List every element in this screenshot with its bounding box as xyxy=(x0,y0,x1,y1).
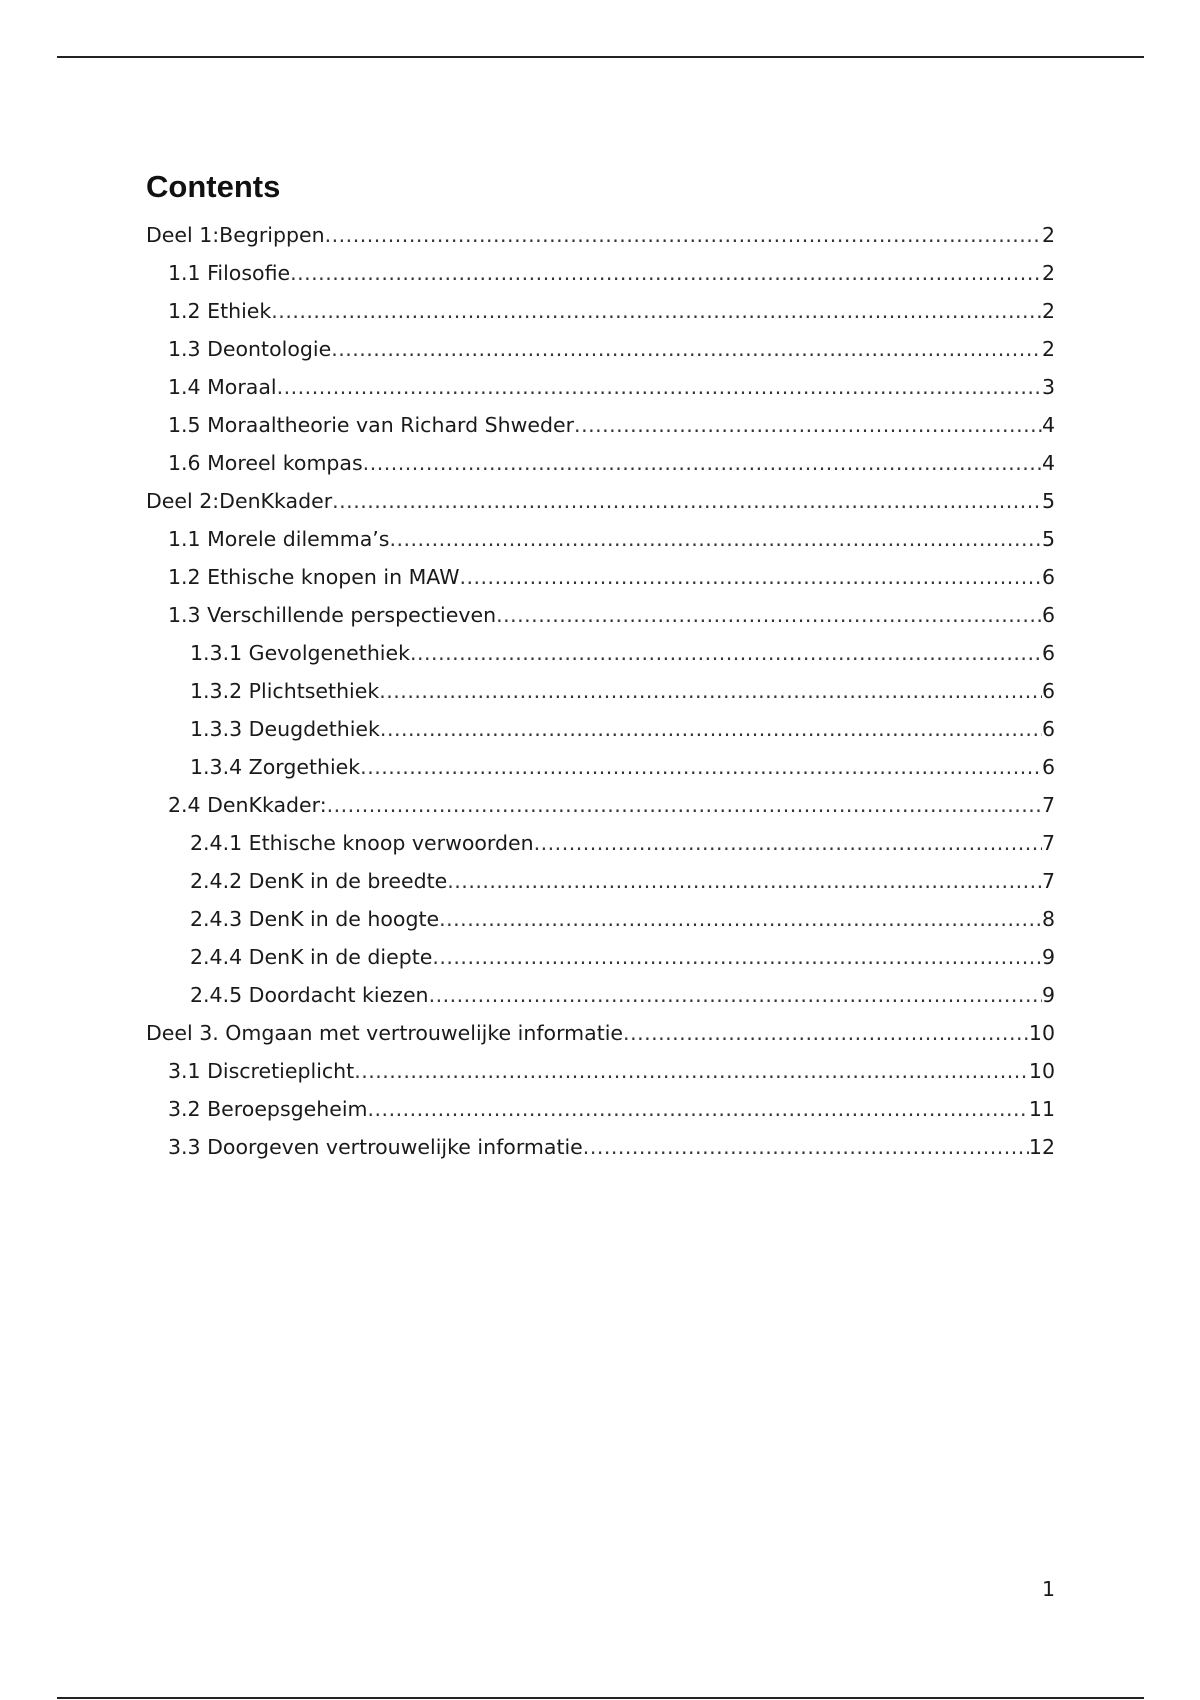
toc-entry-page-number: 6 xyxy=(1041,679,1055,703)
toc-entry[interactable] xyxy=(146,1052,1055,1090)
toc-entry-page-number: 12 xyxy=(1028,1135,1055,1159)
toc-entry[interactable] xyxy=(146,520,1055,558)
toc-dot-leader xyxy=(354,1052,1029,1090)
toc-entry-page-number: 11 xyxy=(1028,1097,1055,1121)
toc-dot-leader xyxy=(574,406,1042,444)
toc-entry-page-number: 2 xyxy=(1041,261,1055,285)
toc-dot-leader xyxy=(459,558,1041,596)
toc-entry[interactable] xyxy=(146,824,1055,862)
toc-entry[interactable] xyxy=(146,330,1055,368)
toc-entry-page-number: 6 xyxy=(1041,641,1055,665)
toc-entry-page-number: 5 xyxy=(1041,489,1055,513)
toc-entry-label: 1.2 Ethiek xyxy=(168,299,272,323)
toc-entry-label: 1.3.4 Zorgethiek xyxy=(190,755,361,779)
toc-entry-page-number: 9 xyxy=(1041,945,1055,969)
toc-entry[interactable] xyxy=(146,938,1055,976)
toc-entry-page-number: 2 xyxy=(1041,337,1055,361)
toc-entry-label: 1.3 Deontologie xyxy=(168,337,332,361)
toc-entry[interactable] xyxy=(146,1090,1055,1128)
toc-entry[interactable] xyxy=(146,862,1055,900)
toc-entry-page-number: 2 xyxy=(1041,299,1055,323)
toc-entry-label: Deel 1:Begrippen xyxy=(146,223,325,247)
toc-dot-leader xyxy=(380,710,1042,748)
toc-entry-page-number: 9 xyxy=(1041,983,1055,1007)
toc-title: Contents xyxy=(146,169,281,204)
toc-entry-label: 2.4.4 DenK in de diepte xyxy=(190,945,433,969)
toc-entry-label: 2.4.2 DenK in de breedte xyxy=(190,869,448,893)
toc-entry-label: 1.3.3 Deugdethiek xyxy=(190,717,380,741)
toc-dot-leader xyxy=(447,862,1042,900)
toc-dot-leader xyxy=(325,216,1042,254)
toc-dot-leader xyxy=(583,1128,1029,1166)
toc-entry-page-number: 7 xyxy=(1041,831,1055,855)
toc-dot-leader xyxy=(439,900,1042,938)
toc-dot-leader xyxy=(379,672,1042,710)
toc-entry-label: Deel 2:DenKkader xyxy=(146,489,333,513)
toc-entry-page-number: 5 xyxy=(1041,527,1055,551)
toc-entry-page-number: 4 xyxy=(1041,451,1055,475)
toc-entry[interactable] xyxy=(146,482,1055,520)
toc-entry-label: 2.4.1 Ethische knoop verwoorden xyxy=(190,831,534,855)
toc-entry-label: 3.3 Doorgeven vertrouwelijke informatie xyxy=(168,1135,583,1159)
toc-dot-leader xyxy=(429,976,1042,1014)
toc-entry-label: 1.4 Moraal xyxy=(168,375,277,399)
toc-list xyxy=(146,216,1055,1166)
toc-entry[interactable] xyxy=(146,596,1055,634)
toc-entry-page-number: 10 xyxy=(1028,1021,1055,1045)
toc-entry-label: 2.4.5 Doordacht kiezen xyxy=(190,983,429,1007)
toc-entry-page-number: 7 xyxy=(1041,869,1055,893)
toc-entry-label: 1.3.2 Plichtsethiek xyxy=(190,679,380,703)
toc-entry[interactable] xyxy=(146,976,1055,1014)
toc-dot-leader xyxy=(332,482,1042,520)
toc-entry-page-number: 6 xyxy=(1041,565,1055,589)
toc-entry-label: 1.1 Filosofie xyxy=(168,261,291,285)
footer-rule xyxy=(57,1697,1144,1699)
toc-dot-leader xyxy=(389,520,1041,558)
toc-entry[interactable] xyxy=(146,368,1055,406)
toc-entry[interactable] xyxy=(146,444,1055,482)
toc-entry[interactable] xyxy=(146,216,1055,254)
toc-entry-label: 3.2 Beroepsgeheim xyxy=(168,1097,368,1121)
toc-dot-leader xyxy=(277,368,1042,406)
toc-entry[interactable] xyxy=(146,786,1055,824)
toc-dot-leader xyxy=(271,292,1042,330)
toc-entry-page-number: 6 xyxy=(1041,603,1055,627)
toc-entry-page-number: 6 xyxy=(1041,717,1055,741)
toc-entry[interactable] xyxy=(146,406,1055,444)
toc-entry[interactable] xyxy=(146,292,1055,330)
toc-dot-leader xyxy=(534,824,1042,862)
toc-entry-label: 1.3 Verschillende perspectieven xyxy=(168,603,497,627)
toc-entry-page-number: 10 xyxy=(1028,1059,1055,1083)
toc-entry-label: 3.1 Discretieplicht xyxy=(168,1059,355,1083)
toc-entry-page-number: 8 xyxy=(1041,907,1055,931)
toc-entry[interactable] xyxy=(146,558,1055,596)
toc-entry[interactable] xyxy=(146,900,1055,938)
toc-dot-leader xyxy=(432,938,1042,976)
table-of-contents xyxy=(146,166,1055,1166)
toc-entry-label: Deel 3. Omgaan met vertrouwelijke informatie xyxy=(146,1021,624,1045)
toc-entry[interactable] xyxy=(146,1014,1055,1052)
toc-entry[interactable] xyxy=(146,634,1055,672)
toc-entry[interactable] xyxy=(146,748,1055,786)
toc-entry-label: 2.4 DenKkader: xyxy=(168,793,327,817)
toc-dot-leader xyxy=(327,786,1042,824)
toc-entry-page-number: 2 xyxy=(1041,223,1055,247)
toc-entry-label: 2.4.3 DenK in de hoogte xyxy=(190,907,440,931)
toc-entry-page-number: 7 xyxy=(1041,793,1055,817)
toc-entry-label: 1.1 Morele dilemma’s xyxy=(168,527,390,551)
toc-entry-page-number: 3 xyxy=(1041,375,1055,399)
toc-entry-label: 1.6 Moreel kompas xyxy=(168,451,363,475)
toc-entry-page-number: 4 xyxy=(1041,413,1055,437)
toc-dot-leader xyxy=(368,1090,1029,1128)
toc-entry-page-number: 6 xyxy=(1041,755,1055,779)
toc-entry-label: 1.5 Moraaltheorie van Richard Shweder xyxy=(168,413,575,437)
toc-entry[interactable] xyxy=(146,672,1055,710)
toc-dot-leader xyxy=(360,748,1042,786)
toc-dot-leader xyxy=(623,1014,1029,1052)
page-number: 1 xyxy=(1041,1577,1055,1601)
toc-entry[interactable] xyxy=(146,254,1055,292)
toc-entry[interactable] xyxy=(146,1128,1055,1166)
toc-dot-leader xyxy=(410,634,1042,672)
toc-entry-label: 1.2 Ethische knopen in MAW xyxy=(168,565,460,589)
toc-dot-leader xyxy=(496,596,1042,634)
toc-dot-leader xyxy=(363,444,1042,482)
toc-dot-leader xyxy=(331,330,1042,368)
toc-entry-label: 1.3.1 Gevolgenethiek xyxy=(190,641,410,665)
toc-dot-leader xyxy=(290,254,1042,292)
toc-entry[interactable] xyxy=(146,710,1055,748)
header-rule xyxy=(57,56,1144,58)
